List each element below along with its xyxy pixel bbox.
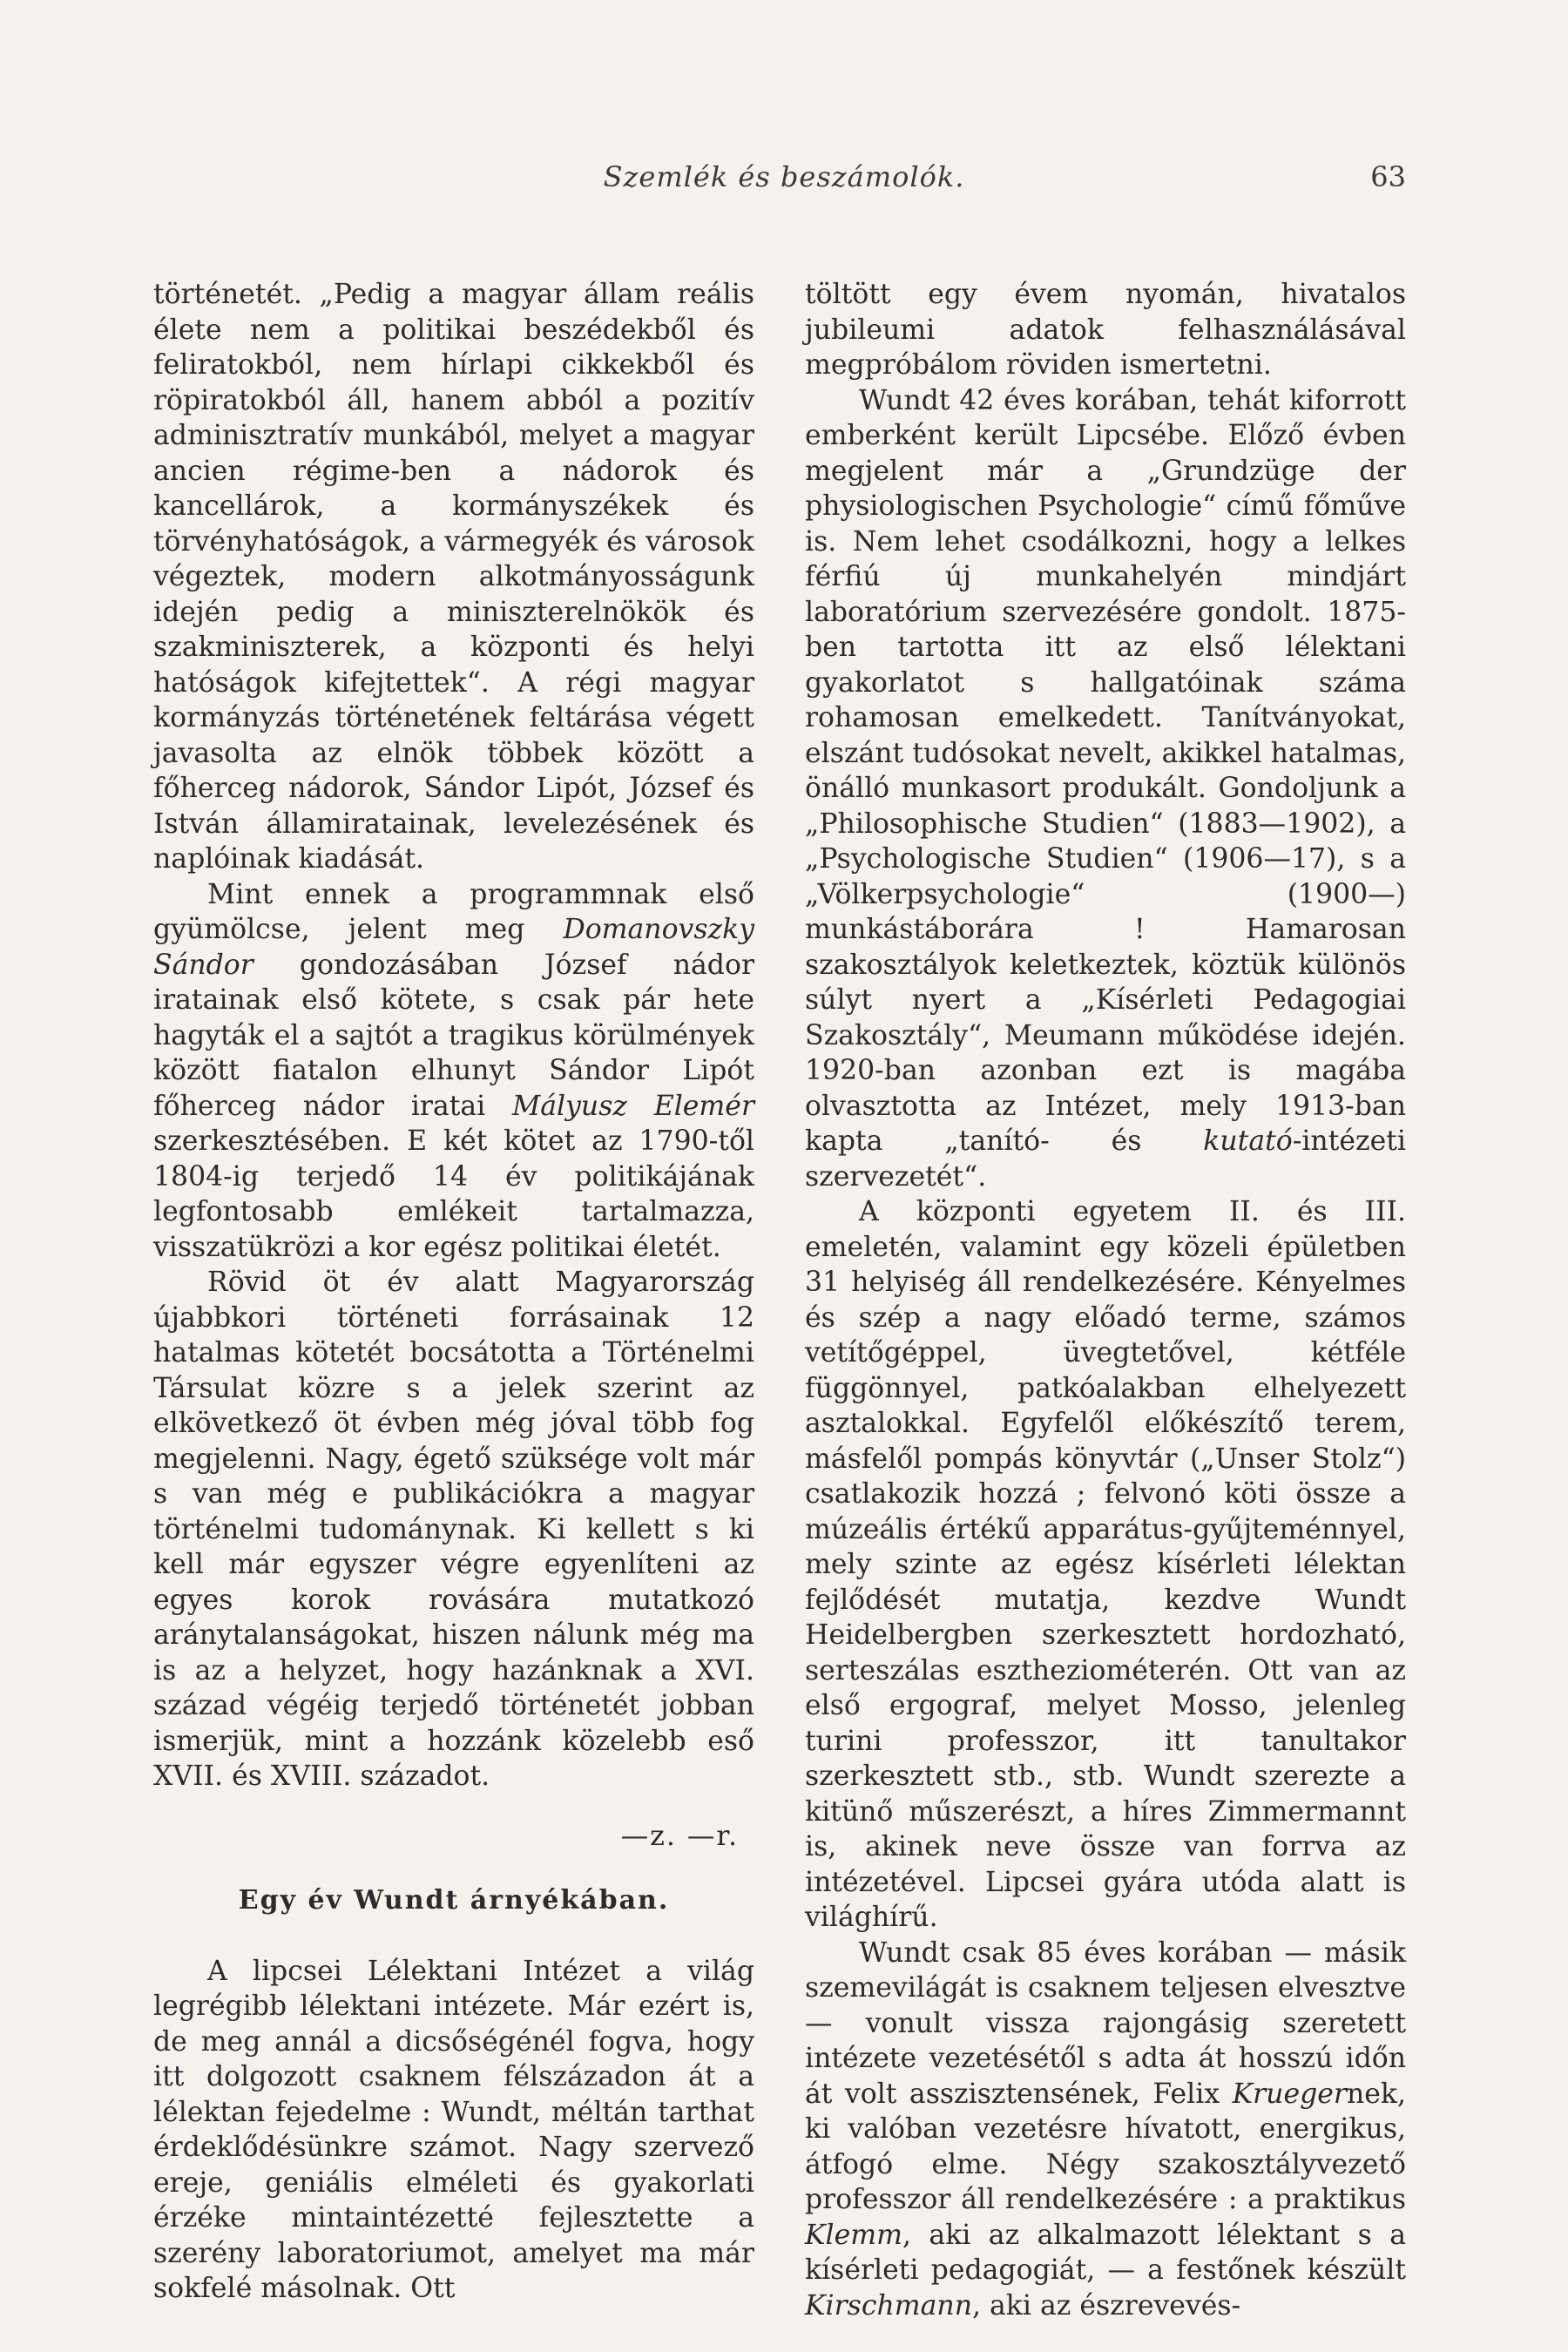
person-name: Klemm — [805, 2219, 902, 2251]
left-column — [153, 277, 754, 2307]
emphasis: kutató — [1203, 1125, 1293, 1157]
running-title: Szemlék és beszámolók. — [603, 160, 965, 193]
paragraph: Wundt 42 éves korában, tehát kiforrott emberként került Lipcsébe. Előző évben megjelent már a „Grundzüge der physiologischen Psychologie“ című főműve is. Nem lehet csodálkozni, hogy a lelkes férfiú új munkahelyén mindjárt laboratórium szervezésére gondolt. 1875-ben tartotta itt az első lélektani gyakorlatot s hallgatóinak száma rohamosan emelkedett. Tanítványokat, elszánt tudósokat nevelt, akikkel hatalmas, önálló munkasort produkált. Gondoljunk a „Philosophische Studien“ (1883—1902), a „Psychologische Studien“ (1906—17), s a „Völkerpsychologie“ (1900—) munkástáborára ! Hamarosan szakosztályok keletkeztek, köztük különös súlyt nyert a „Kísérleti Pedagogiai Szakosztály“, Meumann működése idején. 1920-ban azonban ezt is magába olvasztotta az Intézet, mely 1913-ban kapta „tanító- és kutató-intézeti szervezetét“. — [805, 384, 1406, 1193]
paragraph: Rövid öt év alatt Magyarország újabbkori történeti forrásainak 12 hatalmas kötetét bocsátotta a Történelmi Társulat közre s a jelek szerint az elkövetkező öt évben még jóval több fog megjelenni. Nagy, égető szüksége volt már s van még e publikációkra a magyar történelmi tudománynak. Ki kellett s ki kell már egyszer végre egyenlíteni az egyes korok rovására mutatkozó aránytalanságokat, hiszen nálunk még ma is az a helyzet, hogy hazánknak a XVI. század végéig terjedő történetét jobban ismerjük, mint a hozzánk közelebb eső XVII. és XVIII. századot. — [153, 1267, 754, 1792]
signature: —z. —r. — [620, 1820, 739, 1852]
person-name: Kirschmann — [805, 2289, 972, 2322]
paragraph: A lipcsei Lélektani Intézet a világ legrégibb lélektani intézete. Már ezért is, de meg annál a dicsőségénél fogva, hogy itt dolgozott csaknem félszázadon át a lélektan fejedelme : Wundt, méltán tarthat érdeklődésünkre számot. Nagy szervező ereje, geniális elméleti és gyakorlati érzéke mintaintézetté fejlesztette a szerény laboratoriumot, amelyet ma már sokfelé másolnak. Ott — [153, 1955, 754, 2304]
paragraph: Wundt csak 85 éves korában — másik szemevilágát is csaknem teljesen elvesztve — vonult vissza rajongásig szeretett intézete vezetésétől s adta át hosszú időn át volt asszisztensének, Felix Kruegernek, ki valóban vezetésre hívatott, energikus, átfogó elme. Négy szakosztályvezető professzor áll rendelkezésére : a praktikus Klemm, aki az alkalmazott lélektant s a kísérleti pedagogiát, — a festőnek készült Kirschmann, aki az észrevevés- — [805, 1936, 1406, 2322]
paragraph: A központi egyetem II. és III. emeletén, valamint egy közeli épületben 31 helyiség áll rendelkezésére. Kényelmes és szép a nagy előadó terme, számos vetítőgéppel, üvegtetővel, kétféle függönnyel, patkóalakban elhelyezett asztalokkal. Egyfelől előkészítő terem, másfelől pompás könyvtár („Unser Stolz“) csatlakozik hozzá ; felvonó köti össze a múzeális értékű apparátus-gyűjteménnyel, mely szinte az egész kísérleti lélektan fejlődését mutatja, kezdve Wundt Heidelbergben szerkesztett hordozható, serteszálas esztheziométerén. Ott van az első ergograf, melyet Mosso, jelenleg turini professzor, itt tanultakor szerkesztett stb., stb. Wundt szerezte a kitünő műszerészt, a híres Zimmermannt is, akinek neve össze van forrva az intézetével. Lipcsei gyára utóda alatt is világhírű. — [805, 1196, 1406, 1933]
paragraph: Mint ennek a programmnak első gyümölcse, jelent meg Domanovszky Sándor gondozásában József nádor iratainak első kötete, s csak pár hete hagyták el a sajtót a tragikus körülmények között fiatalon elhunyt Sándor Lipót főherceg nádor iratai Mályusz Elemér szerkesztésében. E két kötet az 1790-től 1804-ig terjedő 14 év politikájának legfontosabb emlékeit tartalmazza, visszatükrözi a kor egész politikai életét. — [153, 878, 755, 1263]
page-number: 63 — [1370, 160, 1406, 193]
person-name: Krueger — [1232, 2078, 1347, 2110]
right-column — [805, 277, 1406, 2323]
section-heading: Egy év Wundt árnyékában. — [238, 1885, 670, 1916]
paragraph: történetét. „Pedig a magyar állam reális élete nem a politikai beszédekből és feliratokból, nem hírlapi cikkekből és röpiratokból áll, hanem abból a pozitív adminisztratív munkából, melyet a magyar ancien régime-ben a nádorok és kancellárok, a kormányszékek és törvényhatóságok, a vármegyék és városok végeztek, modern alkotmányosságunk idején pedig a miniszterelnökök és szakminiszterek, a központi és helyi hatóságok kifejtettek“. A régi magyar kormányzás történetének feltárása végett javasolta az elnök többek között a főherceg nádorok, Sándor Lipót, József és István államiratainak, levelezésének és naplóinak kiadását. — [153, 279, 754, 875]
paragraph: töltött egy évem nyomán, hivatalos jubileumi adatok felhasználásával megpróbálom röviden ismertetni. — [805, 279, 1406, 381]
author-name: Mályusz Elemér — [512, 1090, 755, 1122]
author-name: Domanovszky Sándor — [153, 914, 754, 981]
running-header — [0, 157, 1568, 209]
